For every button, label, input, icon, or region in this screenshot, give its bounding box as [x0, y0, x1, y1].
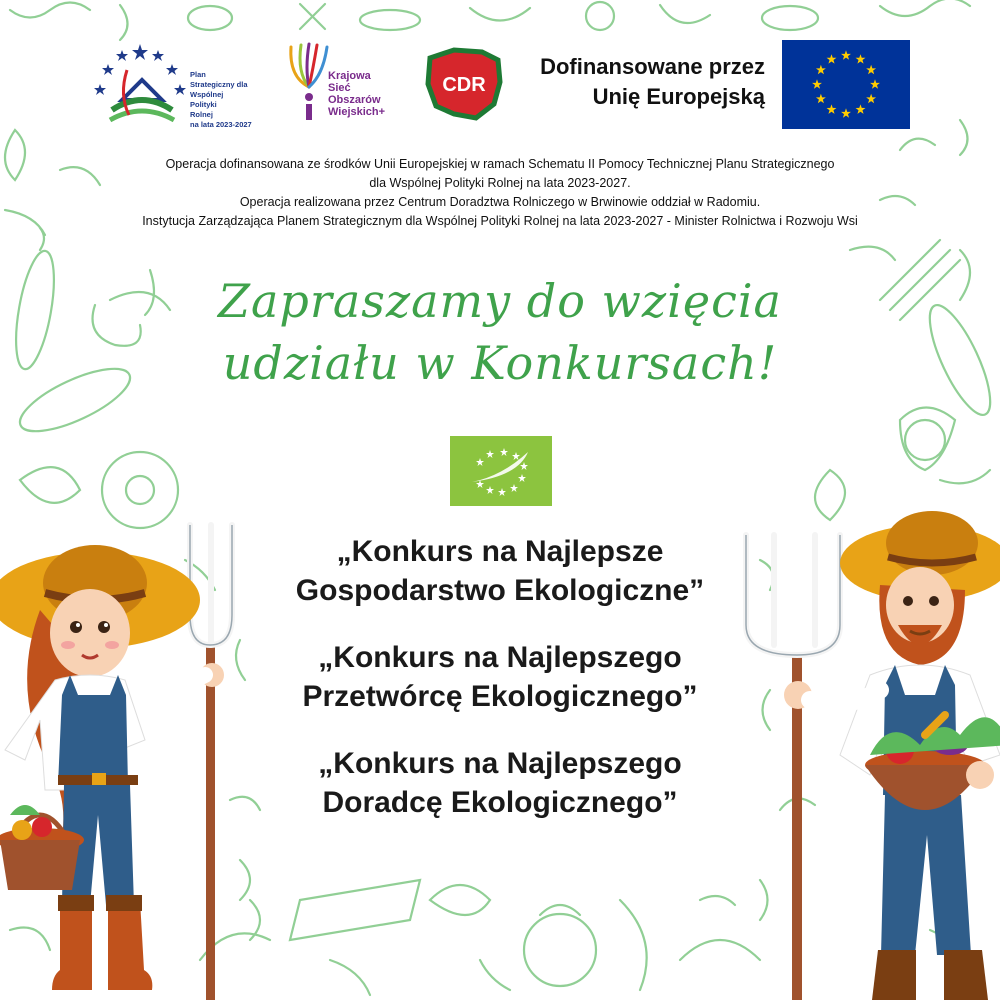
headline: [160, 270, 840, 394]
female-farmer-illustration: [0, 515, 260, 1000]
info-line: Operacja dofinansowana ze środków Unii Europejskiej w ramach Schematu II Pomocy Technicznej Planu Strategicznego: [165, 157, 835, 171]
logo-bar: [0, 30, 1000, 140]
ksow-logo: [286, 42, 406, 127]
cdr-label: CDR: [442, 74, 486, 96]
cdr-logo: [424, 44, 504, 124]
contest-item-advisor: „Konkurs na Najlepszego Doradcę Ekologicznego”: [318, 747, 682, 819]
info-line: Operacja realizowana przez Centrum Doradztwa Rolniczego w Brwinowie oddział w Radomiu.: [239, 195, 761, 209]
psp-logo-text: Plan Strategiczny dla Wspólnej Polityki Rolnej na lata 2023-2027: [190, 70, 252, 129]
eu-organic-leaf-icon: [450, 436, 552, 506]
eu-flag-icon: [782, 40, 910, 129]
contest-list: [245, 532, 755, 850]
headline-line2: udziału w Konkursach!: [222, 336, 778, 390]
psp-logo: [92, 40, 272, 135]
contest-item-farm: „Konkurs na Najlepsze Gospodarstwo Ekologiczne”: [295, 535, 705, 607]
ksow-emblem-icon: [286, 42, 332, 124]
eu-funding-line1: Dofinansowane przez: [540, 54, 765, 79]
contest-item-processor: „Konkurs na Najlepszego Przetwórcę Ekologicznego”: [302, 641, 698, 713]
cdr-poland-map-icon: [424, 44, 504, 124]
male-farmer-illustration: [740, 505, 1000, 1000]
ksow-logo-text: Krajowa Sieć Obszarów Wiejskich+: [328, 70, 386, 118]
headline-line1: Zapraszamy do wzięcia: [218, 274, 782, 328]
eu-funding-line2: Unię Europejską: [592, 84, 765, 109]
info-line: dla Wspólnej Polityki Rolnej na lata 2023-2027.: [369, 176, 631, 190]
eu-funding-text: [510, 52, 765, 112]
funding-info: [40, 155, 960, 231]
info-line: Instytucja Zarządzająca Planem Strategicznym dla Wspólnej Polityki Rolnej na lata 2023-2027 - Minister Rolnictwa i Rozwoju Wsi: [142, 214, 858, 228]
psp-emblem-icon: [92, 40, 188, 135]
